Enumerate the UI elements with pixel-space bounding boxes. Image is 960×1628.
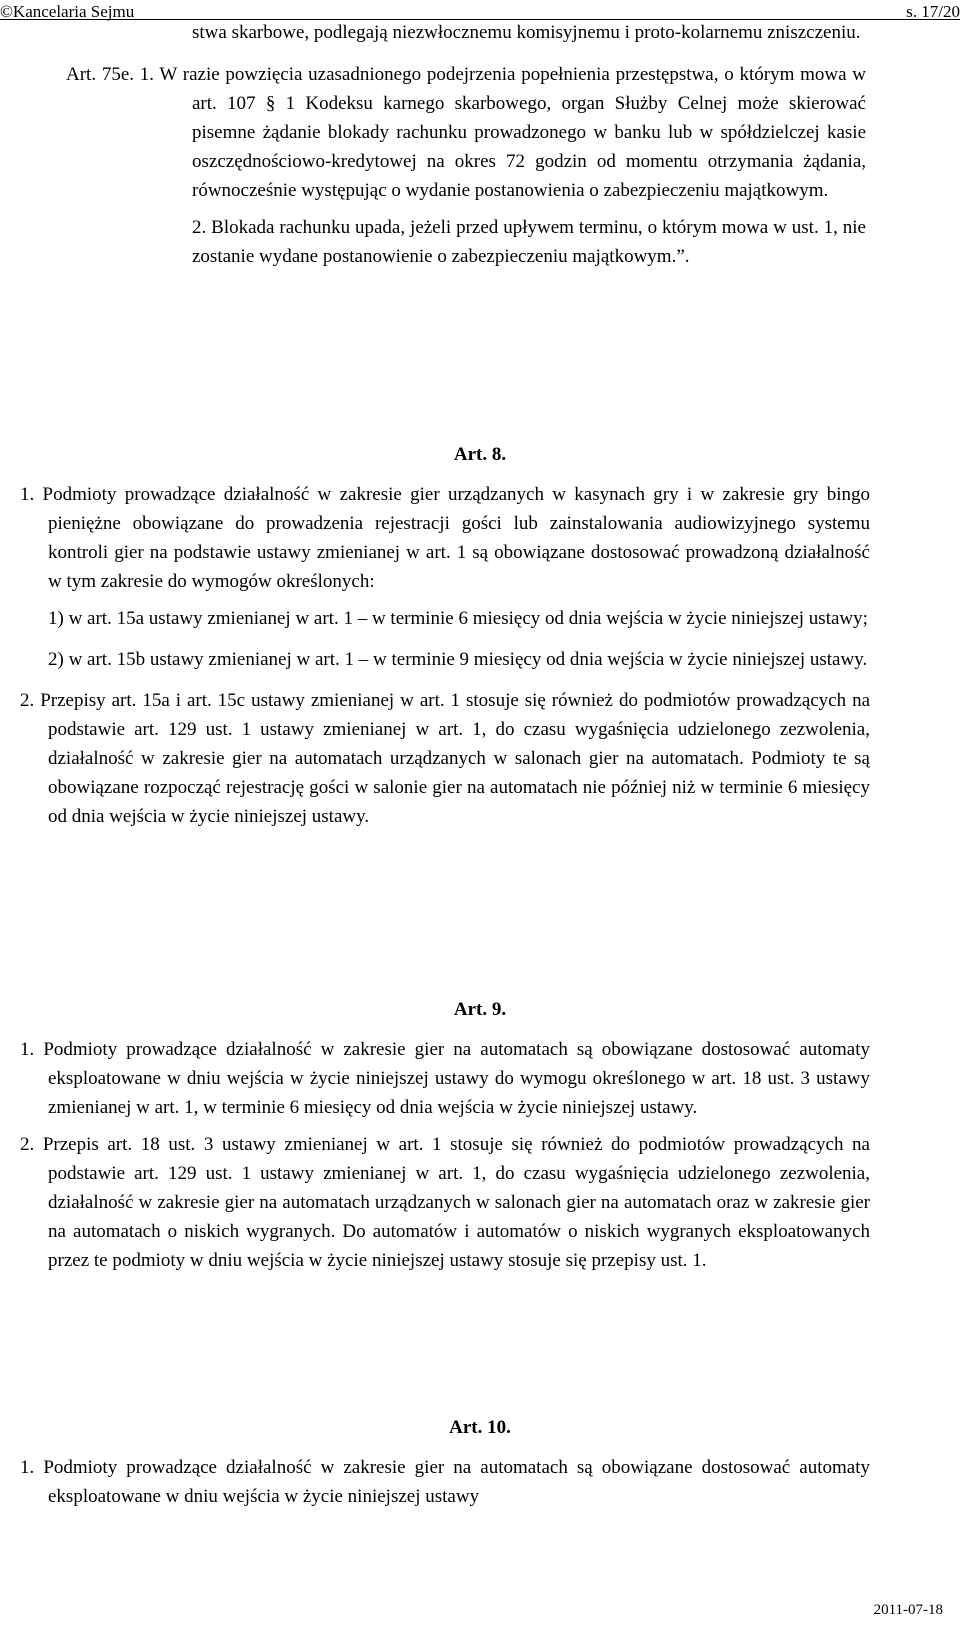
header-page-number: s. 17/20 bbox=[906, 2, 960, 21]
header-source: ©Kancelaria Sejmu bbox=[0, 2, 135, 21]
art-9-heading: Art. 9. bbox=[453, 999, 507, 1020]
art-10-paragraph-1: 1. Podmioty prowadzące działalność w zakresie gier na automatach są obowiązane dostosować automaty eksploatowane w dniu wejścia w życie niniejszej ustawy bbox=[20, 1457, 870, 1507]
art-75e-paragraph-2: 2. Blokada rachunku upada, jeżeli przed upływem terminu, o którym mowa w ust. 1, nie zostanie wydane postanowienie o zabezpieczeniu majątkowym.”. bbox=[192, 217, 866, 267]
art-9-body bbox=[20, 1035, 870, 1275]
art-9-paragraph-1: 1. Podmioty prowadzące działalność w zakresie gier na automatach są obowiązane dostosować automaty eksploatowane w dniu wejścia w życie niniejszej ustawy do wymogu określonego w art. 18 ust. 3 ustawy zmienianej w art. 1, w terminie 6 miesięcy od dnia wejścia w życie niniejszej ustawy. bbox=[20, 1039, 870, 1118]
art-10-body bbox=[20, 1453, 870, 1511]
art-8-item-list bbox=[20, 604, 870, 674]
art-8-item-2: 2) w art. 15b ustawy zmienianej w art. 1 – w terminie 9 miesięcy od dnia wejścia w życie niniejszej ustawy. bbox=[48, 649, 868, 670]
footer-date: 2011-07-18 bbox=[873, 1602, 943, 1618]
art-9-paragraph-2: 2. Przepis art. 18 ust. 3 ustawy zmienianej w art. 1 stosuje się również do podmiotów prowadzących na podstawie art. 129 ust. 1 ustawy zmienianej w art. 1, do czasu wygaśnięcia udzielonego zezwolenia, działalność w zakresie gier na automatach urządzanych w salonach gier na automatach oraz w zakresie gier na automatach o niskich wygranych. Do automatów i automatów o niskich wygranych eksploatowanych przez te podmioty w dniu wejścia w życie niniejszej ustawy stosuje się przepisy ust. 1. bbox=[20, 1134, 870, 1271]
quoted-amendment bbox=[66, 18, 866, 271]
art-75e-paragraph-1: Art. 75e. 1. W razie powzięcia uzasadnionego podejrzenia popełnienia przestępstwa, o którym mowa w art. 107 § 1 Kodeksu karnego skarbowego, organ Służby Celnej może skierować pisemne żądanie blokady rachunku prowadzonego w banku lub w spółdzielczej kasie oszczędnościowo-kredytowej na okres 72 godzin od momentu otrzymania żądania, równocześnie występując o wydanie postanowienia o zabezpieczeniu majątkowym. bbox=[66, 64, 866, 201]
art-8-paragraph-1: 1. Podmioty prowadzące działalność w zakresie gier urządzanych w kasynach gry i w zakresie gry bingo pieniężne obowiązane do prowadzenia rejestracji gości lub zainstalowania audiowizyjnego systemu kontroli gier na podstawie ustawy zmienianej w art. 1 są obowiązane dostosować prowadzoną działalność w tym zakresie do wymogów określonych: bbox=[20, 484, 870, 592]
art-10-heading: Art. 10. bbox=[449, 1417, 511, 1438]
continuation-text: stwa skarbowe, podlegają niezwłocznemu komisyjnemu i proto-kolarnemu zniszczeniu. bbox=[192, 22, 861, 43]
art-8-paragraph-2: 2. Przepisy art. 15a i art. 15c ustawy zmienianej w art. 1 stosuje się również do podmiotów prowadzących na podstawie art. 129 ust. 1 ustawy zmienianej w art. 1, do czasu wygaśnięcia udzielonego zezwolenia, działalność w zakresie gier na automatach urządzanych w salonach gier na automatach. Podmioty te są obowiązane rozpocząć rejestrację gości w salonie gier na automatach nie później niż w terminie 6 miesięcy od dnia wejścia w życie niniejszej ustawy. bbox=[20, 690, 870, 827]
art-8-heading: Art. 8. bbox=[453, 444, 507, 465]
art-8-item-1: 1) w art. 15a ustawy zmienianej w art. 1 – w terminie 6 miesięcy od dnia wejścia w życie niniejszej ustawy; bbox=[48, 608, 868, 629]
art-8-body bbox=[20, 480, 870, 831]
